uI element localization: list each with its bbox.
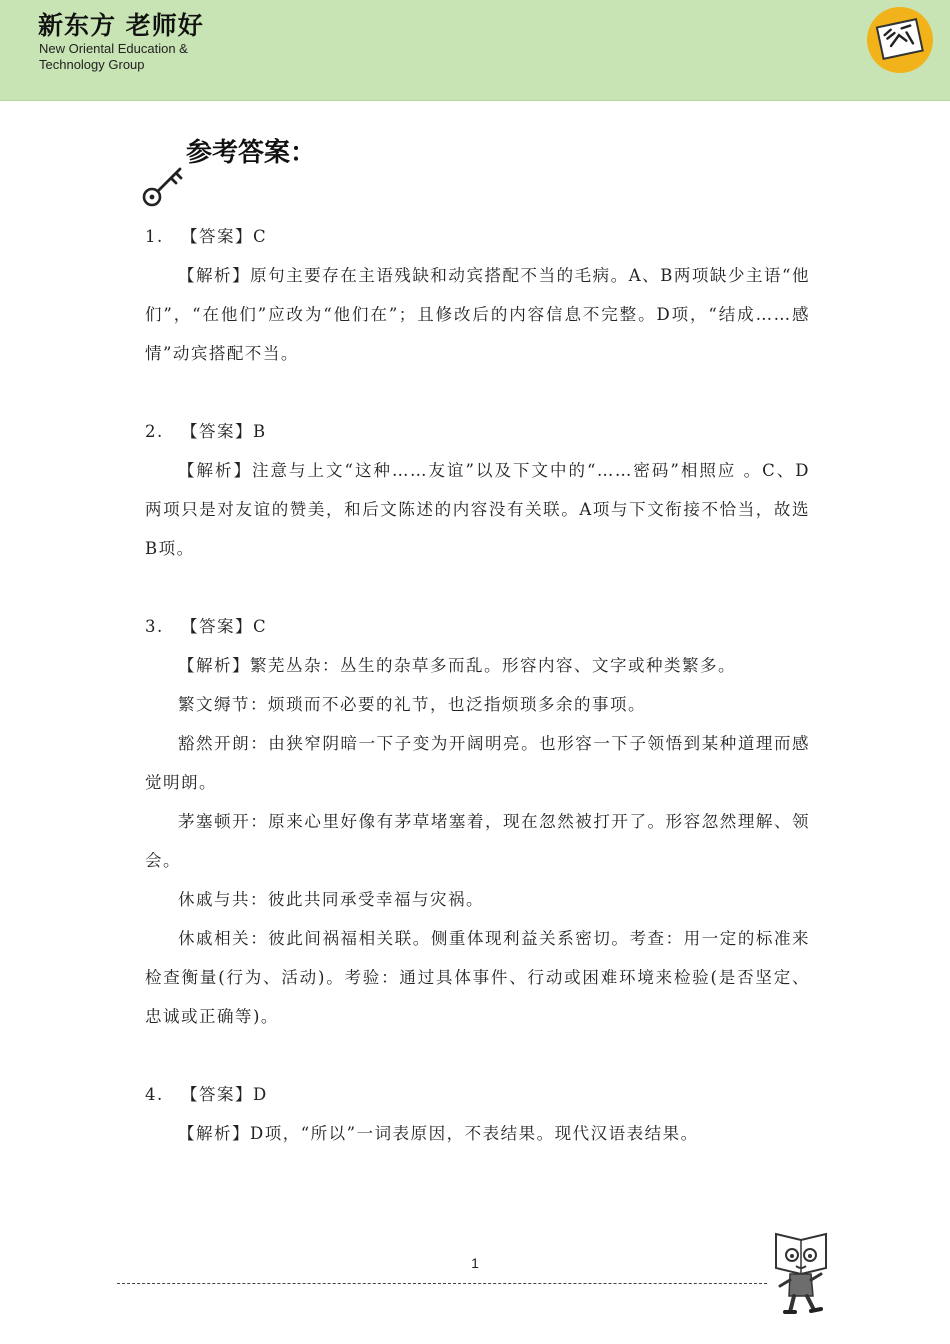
answer-item-4 (145, 1075, 810, 1153)
answer-item-2 (145, 412, 810, 568)
footer-divider (117, 1283, 767, 1284)
reading-mascot-icon (768, 1230, 834, 1316)
page-header (0, 0, 950, 101)
explanation-paragraph: 休戚相关：彼此间祸福相关联。侧重体现利益关系密切。考查：用一定的标准来检查衡量(行为、活动)。考验：通过具体事件、行动或困难环境来检验(是否坚定、忠诚或正确等)。 (145, 929, 810, 1026)
key-icon (140, 160, 188, 208)
brand-name-cn: 新东方 老师好 (38, 11, 204, 40)
explanation-paragraph: 【解析】原句主要存在主语残缺和动宾搭配不当的毛病。A、B两项缺少主语“他们”，“在他们”应改为“他们在”；且修改后的内容信息不完整。D项，“结成……感情”动宾搭配不当。 (145, 266, 810, 363)
explanation-paragraph: 茅塞顿开：原来心里好像有茅草堵塞着，现在忽然被打开了。形容忽然理解、领会。 (145, 812, 810, 870)
explanation-paragraph: 【解析】繁芜丛杂：丛生的杂草多而乱。形容内容、文字或种类繁多。 (178, 656, 736, 675)
answer-line (145, 607, 810, 646)
answer-line (145, 1075, 810, 1114)
page-title: 参考答案： (186, 138, 317, 168)
answer-list (145, 217, 810, 1153)
answer-item-3 (145, 607, 810, 1036)
brand-logo-icon (866, 6, 934, 74)
answer-line (145, 217, 810, 256)
answer-label: 【答案】C (181, 617, 268, 636)
question-number: 2. (145, 422, 164, 441)
explanation-paragraph: 休戚与共：彼此共同承受幸福与灾祸。 (178, 890, 484, 909)
answer-line (145, 412, 810, 451)
question-number: 4. (145, 1085, 164, 1104)
brand-name-en: New Oriental Education & Technology Group (39, 41, 188, 72)
explanation-paragraph: 【解析】D项，“所以”一词表原因，不表结果。现代汉语表结果。 (178, 1124, 699, 1143)
answer-item-1 (145, 217, 810, 373)
answer-label: 【答案】B (181, 422, 267, 441)
explanation-paragraph: 【解析】注意与上文“这种……友谊”以及下文中的“……密码”相照应 。C、D两项只是对友谊的赞美，和后文陈述的内容没有关联。A项与下文衔接不恰当，故选B项。 (145, 461, 810, 558)
explanation-paragraph: 繁文缛节：烦琐而不必要的礼节，也泛指烦琐多余的事项。 (178, 695, 646, 714)
answer-label: 【答案】D (181, 1085, 268, 1104)
answer-label: 【答案】C (181, 227, 268, 246)
question-number: 3. (145, 617, 164, 636)
page-number: 1 (471, 1255, 479, 1271)
explanation-paragraph: 豁然开朗：由狭窄阴暗一下子变为开阔明亮。也形容一下子领悟到某种道理而感觉明朗。 (145, 734, 810, 792)
question-number: 1. (145, 227, 164, 246)
